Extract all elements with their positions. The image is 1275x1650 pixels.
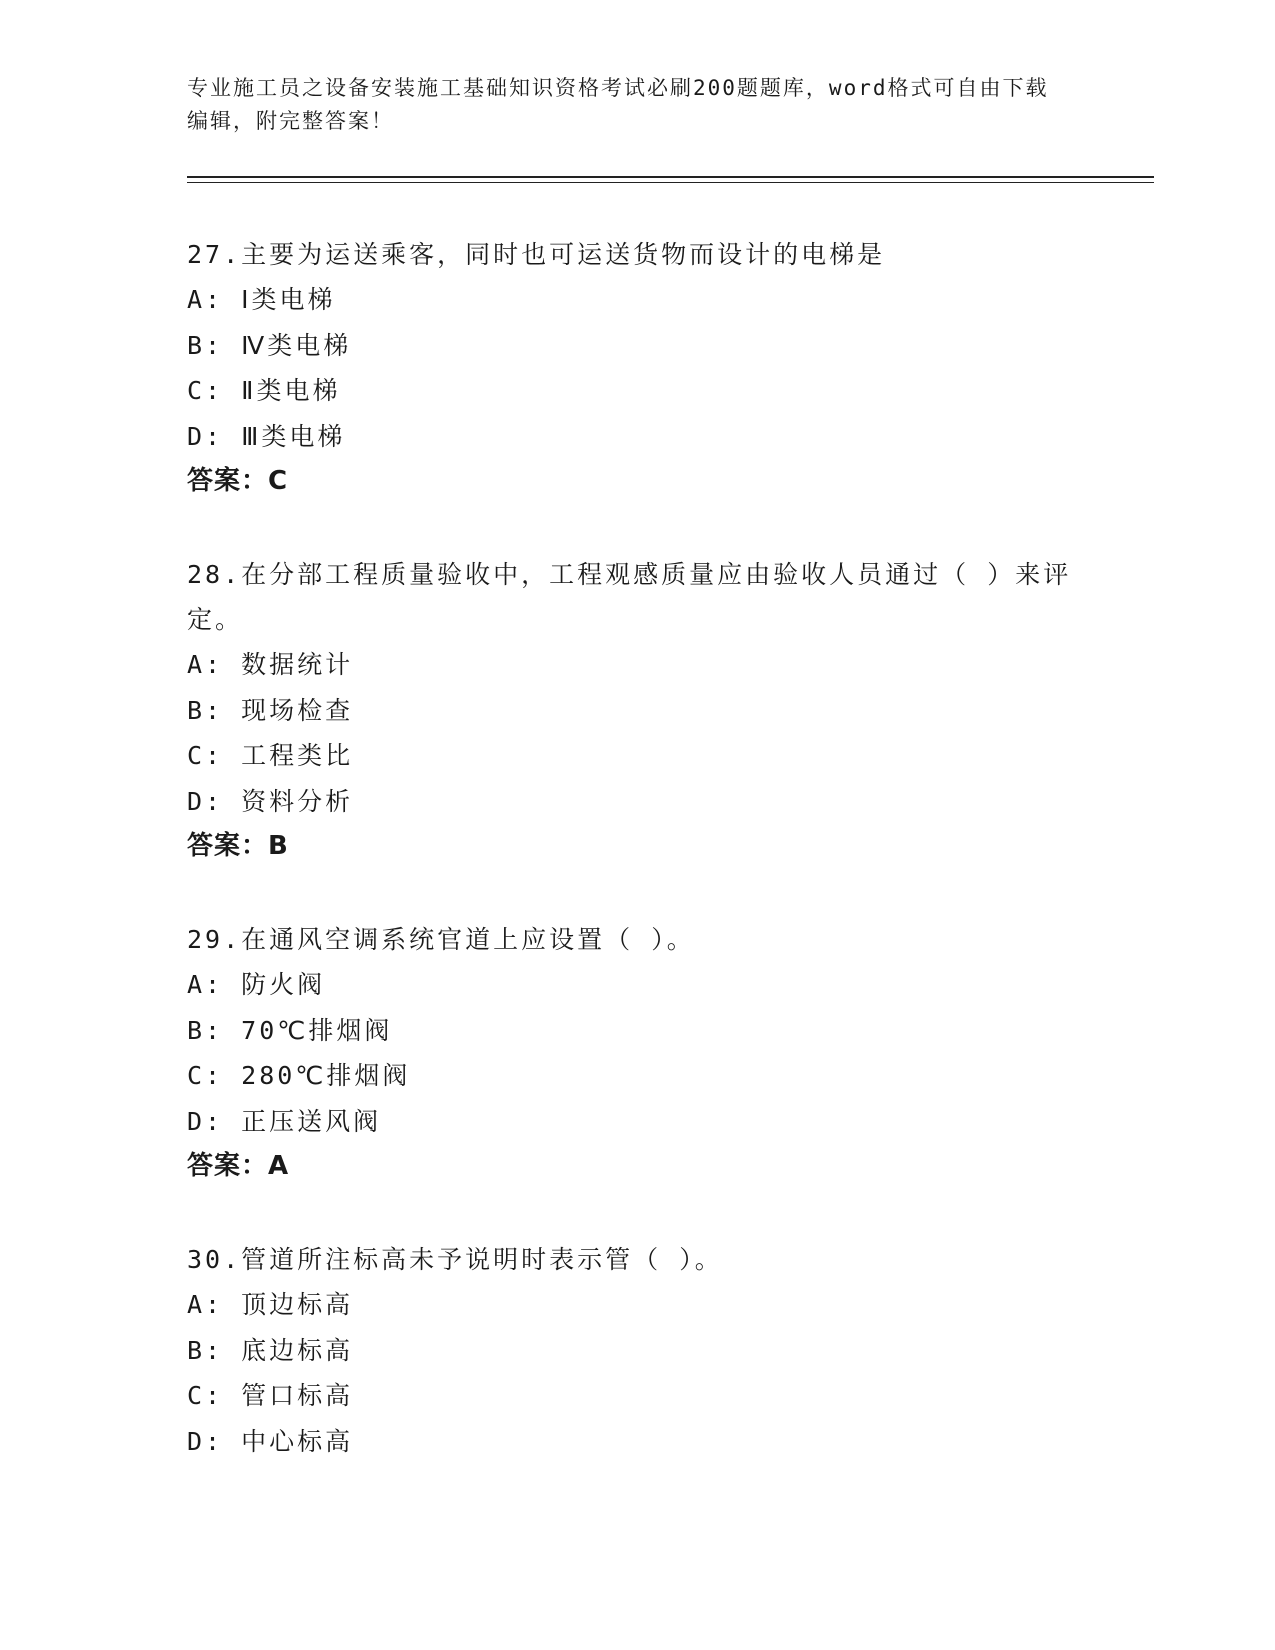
option-a: A: Ⅰ类电梯 bbox=[187, 285, 336, 314]
option-b: B: Ⅳ类电梯 bbox=[187, 330, 352, 360]
option-a: A: 防火阀 bbox=[187, 970, 326, 999]
option-a: A: 顶边标高 bbox=[187, 1290, 354, 1319]
option-b: B: 现场检查 bbox=[187, 695, 354, 725]
document-header: 专业施工员之设备安装施工基础知识资格考试必刷200题题库，word格式可自由下载编辑，附完整答案！ bbox=[187, 76, 1049, 133]
option-d: D: 正压送风阀 bbox=[187, 1106, 382, 1136]
option-c: C: 工程类比 bbox=[187, 741, 354, 770]
header-rule-thin bbox=[187, 182, 1154, 183]
option-d: D: Ⅲ类电梯 bbox=[187, 421, 346, 451]
question-29 bbox=[187, 917, 1087, 1189]
answer: 答案：B bbox=[187, 831, 289, 861]
question-stem: 28.在分部工程质量验收中，工程观感质量应由验收人员通过（ ）来评定。 bbox=[187, 560, 1072, 634]
question-28 bbox=[187, 552, 1087, 869]
option-a: A: 数据统计 bbox=[187, 650, 354, 679]
option-c: C: 管口标高 bbox=[187, 1381, 354, 1410]
header-rule-thick bbox=[187, 176, 1154, 178]
question-30 bbox=[187, 1237, 1087, 1464]
answer: 答案：A bbox=[187, 1151, 290, 1181]
question-27 bbox=[187, 232, 1087, 504]
question-stem: 27.主要为运送乘客，同时也可运送货物而设计的电梯是 bbox=[187, 240, 886, 269]
option-b: B: 70℃排烟阀 bbox=[187, 1015, 393, 1045]
question-stem: 30.管道所注标高未予说明时表示管（ ）。 bbox=[187, 1245, 723, 1274]
option-c: C: Ⅱ类电梯 bbox=[187, 376, 341, 405]
option-c: C: 280℃排烟阀 bbox=[187, 1061, 411, 1090]
question-stem: 29.在通风空调系统官道上应设置（ ）。 bbox=[187, 925, 695, 954]
option-b: B: 底边标高 bbox=[187, 1335, 354, 1365]
answer: 答案：C bbox=[187, 466, 289, 496]
option-d: D: 资料分析 bbox=[187, 786, 354, 816]
option-d: D: 中心标高 bbox=[187, 1426, 354, 1456]
